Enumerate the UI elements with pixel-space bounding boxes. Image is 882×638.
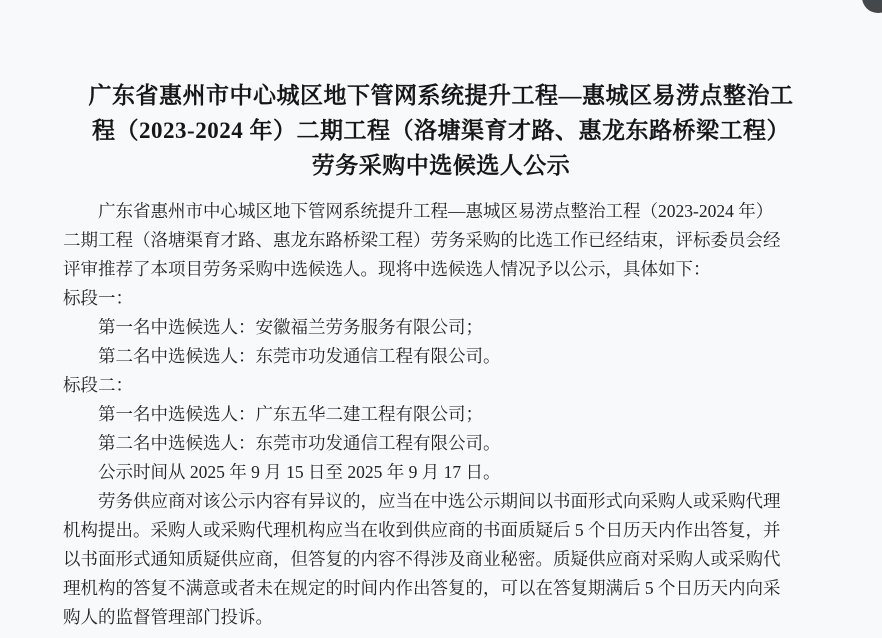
body-line: 第二名中选候选人：东莞市功发通信工程有限公司。 — [98, 346, 501, 366]
document-body — [63, 197, 824, 632]
body-line: 公示时间从 2025 年 9 月 15 日至 2025 年 9 月 17 日。 — [98, 462, 501, 482]
corner-badge-icon — [862, 0, 882, 13]
body-line: 标段一： — [63, 288, 133, 308]
body-line: 广东省惠州市中心城区地下管网系统提升工程—惠城区易涝点整治工程（2023-2024 年） — [98, 201, 774, 221]
body-line: 购人的监督管理部门投诉。 — [63, 607, 273, 627]
body-line: 第一名中选候选人：广东五华二建工程有限公司； — [98, 404, 483, 424]
body-line: 第二名中选候选人：东莞市功发通信工程有限公司。 — [98, 433, 501, 453]
body-line: 评审推荐了本项目劳务采购中选候选人。现将中选候选人情况予以公示，具体如下： — [63, 259, 711, 279]
body-line: 劳务供应商对该公示内容有异议的，应当在中选公示期间以书面形式向采购人或采购代理 — [98, 491, 781, 511]
body-line: 二期工程（洛塘渠育才路、惠龙东路桥梁工程）劳务采购的比选工作已经结束，评标委员会经 — [63, 230, 781, 250]
body-line: 以书面形式通知质疑供应商，但答复的内容不得涉及商业秘密。质疑供应商对采购人或采购代 — [63, 549, 781, 569]
title-line: 程（2023-2024 年）二期工程（洛塘渠育才路、惠龙东路桥梁工程） — [92, 118, 790, 143]
body-line: 标段二： — [63, 375, 133, 395]
body-line: 理机构的答复不满意或者未在规定的时间内作出答复的，可以在答复期满后 5 个日历天内向采 — [63, 578, 781, 598]
body-line: 机构提出。采购人或采购代理机构应当在收到供应商的书面质疑后 5 个日历天内作出答复，并 — [63, 520, 781, 540]
body-line: 第一名中选候选人：安徽福兰劳务服务有限公司； — [98, 317, 483, 337]
title-line: 广东省惠州市中心城区地下管网系统提升工程—惠城区易涝点整治工 — [88, 83, 794, 108]
title-line: 劳务采购中选候选人公示 — [311, 153, 571, 178]
document-title — [58, 78, 824, 183]
